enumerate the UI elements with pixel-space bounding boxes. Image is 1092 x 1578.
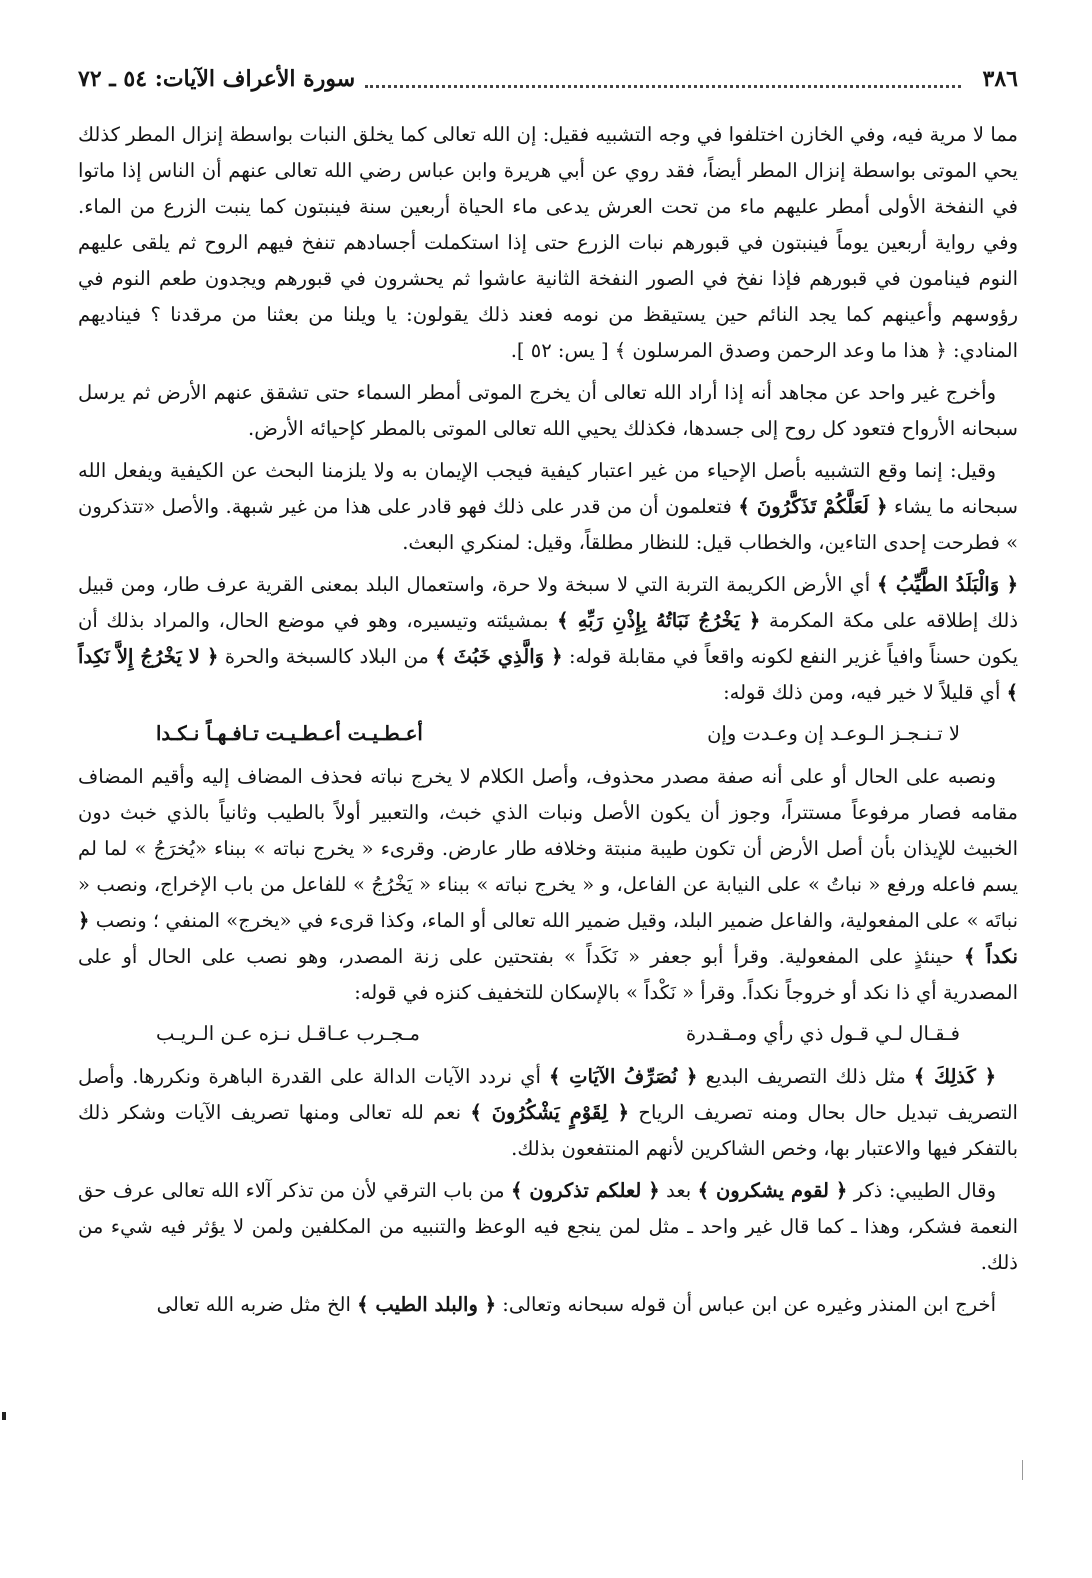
paragraph-text: أي قليلاً لا خير فيه، ومن ذلك قوله:: [723, 681, 1001, 704]
paragraph-text: فتعلمون أن من قدر على ذلك فهو قادر على هذا من غير شبهة. والأصل «تتذكرون » فطرحت إحدى التاءين، والخطاب قيل: للنظار مطلقاً، وقيل: لمنكري البعث.: [78, 495, 1018, 554]
paragraph-text: أي نردد الآيات الدالة على القدرة الباهرة ونكررها. وأصل التصريف تبديل حال بحال ومنه تصريف الرياح: [78, 1065, 1018, 1124]
paragraph: [78, 117, 1018, 369]
quran-quote: ﴿ وَالَّذِي خَبُثَ ﴾: [435, 645, 563, 668]
verse-first-hemistich: فـقـال لـي قـول ذي رأي ومـقـدرة: [686, 1022, 960, 1045]
verse-first-hemistich: لا تـنـجـز الـوعـد إن وعـدت وإن: [707, 722, 960, 745]
paragraph: [78, 1287, 1018, 1323]
paragraph: [78, 567, 1018, 711]
quran-quote: ﴿ نكداً ﴾: [78, 909, 1018, 968]
paragraph-text: نعم لله تعالى ومنها تصريف الآيات وشكر ذلك بالتفكر فيها والاعتبار بها، وخص الشاكرين لأنهم المنتفعون بذلك.: [78, 1101, 1018, 1160]
quran-quote: ﴿ لَعَلَّكُمْ تَذَكَّرُونَ ﴾: [738, 495, 888, 518]
paragraph-text: بعد: [666, 1179, 692, 1202]
paragraph-text: حينئذٍ على المفعولية. وقرأ أبو جعفر « نَكَداً » بفتحتين على زنة المصدر، وهو نصب على الحال أو على المصدرية أي ذا نكد أو خروجاً نكداً. وقرأ « نَكْداً » بالإسكان للتخفيف كنزه في قوله:: [78, 945, 1018, 1004]
poetry-verse: [78, 1017, 1018, 1051]
paragraph-text: مما لا مرية فيه، وفي الخازن اختلفوا في وجه التشبيه فقيل: إن الله تعالى كما يخلق النبات بواسطة إنزال المطر كذلك يحي الموتى بواسطة إنزال المطر أيضاً، فقد روي عن أبي هريرة وابن عباس رضي الله تعالى عنهم أن الناس إذا ماتوا في النفخة الأولى أمطر عليهم ماء من تحت العرش يدعى ماء الحياة أربعين سنة فينبتون كما ينبت الزرع من الماء. وفي رواية أربعين يوماً فينبتون في قبورهم نبات الزرع حتى إذا استكملت أجسادهم تنفخ فيهم الروح ثم يلقى عليهم النوم فينامون في قبورهم فإذا نفخ في الصور النفخة الثانية عاشوا ثم يحشرون في قبورهم ويجدون طعم النوم في رؤوسهم وأعينهم كما يجد النائم حين يستيقظ من نومه فعند ذلك يقولون: يا ويلنا من بعثنا من مرقدنا ؟ فيناديهم المنادي: ﴿ هذا ما وعد الرحمن وصدق المرسلون ﴾ [ يس: ٥٢ ].: [78, 123, 1018, 362]
poetry-verse: [78, 717, 1018, 751]
scan-edge-line: [1022, 1460, 1023, 1480]
paragraph-text: مثل ذلك التصريف البديع: [705, 1065, 906, 1088]
quran-quote: ﴿ والبلد الطيب ﴾: [357, 1293, 497, 1316]
quran-quote: ﴿ كَذلِكَ ﴾: [913, 1065, 997, 1088]
page-header: [78, 62, 1018, 96]
scan-edge-mark: [2, 1412, 6, 1420]
paragraph-text: من البلاد كالسبخة والحرة: [224, 645, 429, 668]
page-number: ٣٨٦: [982, 66, 1018, 92]
paragraph: [78, 1059, 1018, 1167]
page-body: [78, 117, 1018, 1329]
surah-title: سورة الأعراف الآيات: ٥٤ ـ ٧٢: [78, 66, 356, 92]
verse-second-hemistich: أعـطـيـت أعـطـيـت تـافـهـاً نـكـدا: [156, 722, 423, 745]
paragraph-text: وقال الطيبي: ذكر: [853, 1179, 996, 1202]
quran-quote: ﴿ نُصَرِّفُ الآيَاتِ ﴾: [548, 1065, 698, 1088]
paragraph-text: بمشيئته وتيسيره، وهو في موضع الحال، والمراد بذلك أن يكون حسناً وافياً غزير النفع لكونه واقعاً في مقابلة قوله:: [78, 609, 1018, 668]
quran-quote: ﴿ يَخْرُجُ نَبَاتُهُ بِإِذْنِ رَبِّهِ ﴾: [557, 609, 761, 632]
quran-quote: ﴿ لقوم يشكرون ﴾: [697, 1179, 848, 1202]
paragraph-text: الخ مثل ضربه الله تعالى: [156, 1293, 351, 1316]
paragraph: [78, 1173, 1018, 1281]
quran-quote: ﴿ لعلكم تذكرون ﴾: [511, 1179, 660, 1202]
paragraph: [78, 759, 1018, 1011]
paragraph-text: أي الأرض الكريمة التربة التي لا سبخة ولا حرة، واستعمال البلد بمعنى القرية عرف طار، ومن قبيل ذلك إطلاقه على مكة المكرمة: [78, 573, 1019, 632]
header-dotted-leader: [365, 71, 960, 88]
quran-quote: ﴿ وَالْبَلَدُ الطَّيِّبُ ﴾: [877, 573, 1019, 596]
paragraph-text: ونصبه على الحال أو على أنه صفة مصدر محذوف، وأصل الكلام لا يخرج نباته فحذف المضاف إليه وأقيم المضاف مقامه فصار مرفوعاً مستتراً، وجوز أن يكون الأصل ونبات الذي خبث، والتعبير أولاً بالطيب وثانياً بالذي خبث دون الخبيث للإيذان بأن أصل الأرض أن تكون طيبة منبتة وخلافه طار عارض. وقرىء « يخرج نباته » ببناء «يُخرَجُ » لما لم يسم فاعله ورفع « نباتُ » على النيابة عن الفاعل، و « يخرج نباته » ببناء « يَخْرُجُ » للفاعل من باب الإخراج، ونصب « نباتَه » على المفعولية، والفاعل ضمير البلد، وقيل ضمير الله تعالى أو الماء، وكذا قرىء في «يخرج» المنفي ؛ ونصب: [78, 765, 1018, 932]
paragraph-text: وأخرج غير واحد عن مجاهد أنه إذا أراد الله تعالى أن يخرج الموتى أمطر السماء حتى تشقق عنهم الأرض ثم يرسل سبحانه الأرواح فتعود كل روح إلى جسدها، فكذلك يحيي الله تعالى الموتى بالمطر كإحيائه الأرض.: [78, 381, 1018, 440]
verse-second-hemistich: مـجـرب عـاقـل نـزه عـن الـريـب: [156, 1022, 420, 1045]
quran-quote: ﴿ لِقَوْمٍ يَشْكُرُونَ ﴾: [470, 1101, 630, 1124]
paragraph-text: من باب الترقي لأن من تذكر آلاء الله تعالى عرف حق النعمة فشكر، وهذا ـ كما قال غير واحد ـ مثل لمن ينجع فيه الوعظ والتنبيه من المكلفين ولمن لا يؤثر فيه شيء من ذلك.: [78, 1179, 1018, 1274]
paragraph-text: وقيل: إنما وقع التشبيه بأصل الإحياء من غير اعتبار كيفية فيجب الإيمان به ولا يلزمنا البحث عن الكيفية ويفعل الله سبحانه ما يشاء: [78, 459, 1019, 518]
quran-quote: ﴿ لا يَخْرُجُ إِلاَّ نَكِداً ﴾: [78, 645, 1018, 704]
paragraph: [78, 375, 1018, 447]
paragraph: [78, 453, 1018, 561]
paragraph-text: أخرج ابن المنذر وغيره عن ابن عباس أن قوله سبحانه وتعالى:: [502, 1293, 996, 1316]
